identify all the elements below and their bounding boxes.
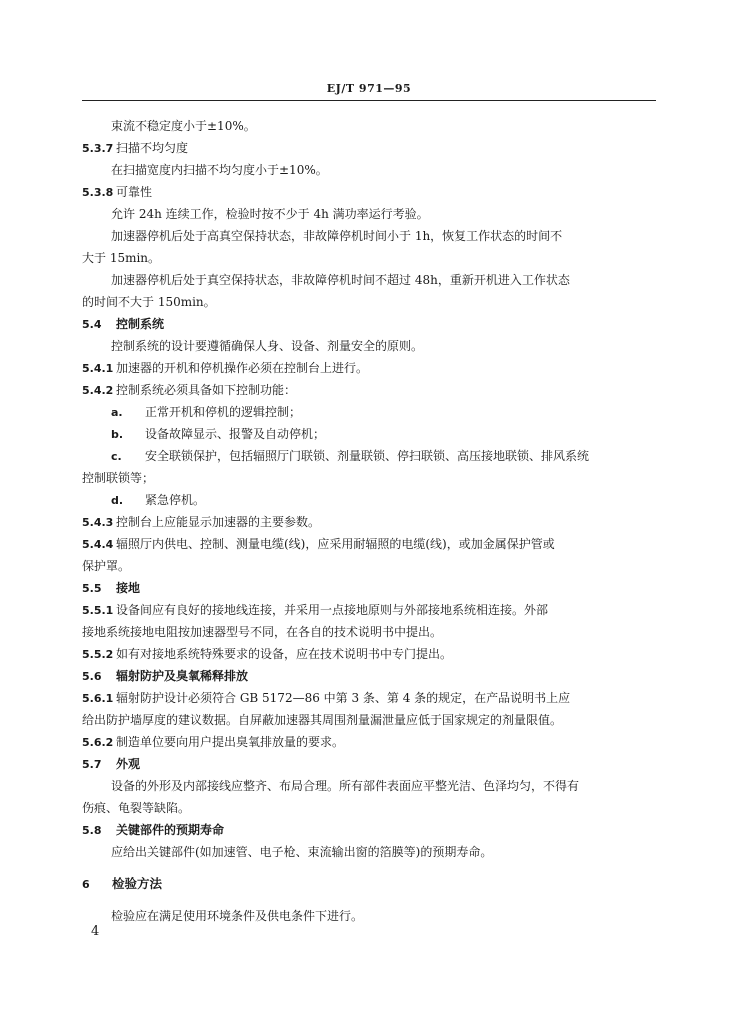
paragraph-line: 大于 15min。: [82, 251, 161, 265]
paragraph-line: 接地系统接地电阻按加速器型号不同，在各自的技术说明书中提出。: [82, 625, 443, 639]
clause-title: 可靠性: [116, 185, 153, 199]
document-body: [82, 115, 660, 927]
clause-number: 5.5.2: [82, 648, 114, 661]
section-title: 控制系统: [116, 317, 165, 331]
section-number: 5.7: [82, 758, 102, 771]
section-title: 辐射防护及臭氧稀释排放: [116, 669, 249, 683]
paragraph-line: 允许 24h 连续工作，检验时按不少于 4h 满功率运行考验。: [111, 207, 429, 221]
paragraph-line: 应给出关键部件(如加速管、电子枪、束流输出窗的箔膜等)的预期寿命。: [111, 845, 493, 859]
list-marker: a.: [111, 406, 123, 419]
clause-heading-5-3-8: [82, 181, 660, 203]
section-number: 5.8: [82, 824, 102, 837]
paragraph-line: 加速器停机后处于真空保持状态，非故障停机时间不超过 48h，重新开机进入工作状态: [111, 273, 570, 287]
section-number: 5.6: [82, 670, 102, 683]
section-heading-5-8: [82, 819, 660, 841]
section-heading-5-6: [82, 665, 660, 687]
section-title: 外观: [116, 757, 141, 771]
section-number: 5.4: [82, 318, 102, 331]
clause-number: 5.3.8: [82, 186, 114, 199]
paragraph-line: 伤痕、龟裂等缺陷。: [82, 801, 191, 815]
clause-number: 5.5.1: [82, 604, 114, 617]
header-divider: [82, 100, 656, 101]
chapter-number: 6: [82, 878, 90, 891]
clause-number: 5.4.3: [82, 516, 114, 529]
clause-title: 扫描不均匀度: [116, 141, 189, 155]
list-item-b: b. 设备故障显示、报警及自动停机；: [82, 423, 660, 445]
clause-5-4-4: 5.4.4 辐照厅内供电、控制、测量电缆(线)，应采用耐辐照的电缆(线)，或加金属保护管或: [82, 533, 660, 555]
clause-5-4-3: 5.4.3 控制台上应能显示加速器的主要参数。: [82, 511, 660, 533]
paragraph-line: 控制联锁等；: [82, 471, 155, 485]
paragraph-line: 给出防护墙厚度的建议数据。自屏蔽加速器其周围剂量漏泄量应低于国家规定的剂量限值。: [82, 713, 563, 727]
standard-code-header: EJ/T 971—95: [326, 82, 412, 95]
list-marker: b.: [111, 428, 124, 441]
section-heading-5-4: [82, 313, 660, 335]
paragraph-line: 的时间不大于 150min。: [82, 295, 216, 309]
clause-number: 5.6.2: [82, 736, 114, 749]
clause-number: 5.6.1: [82, 692, 114, 705]
list-item-d: d. 紧急停机。: [82, 489, 660, 511]
clause-5-6-1: 5.6.1 辐射防护设计必须符合 GB 5172—86 中第 3 条、第 4 条的规定，在产品说明书上应: [82, 687, 660, 709]
clause-5-4-2: 5.4.2 控制系统必须具备如下控制功能：: [82, 379, 660, 401]
paragraph-line: 检验应在满足使用环境条件及供电条件下进行。: [111, 909, 364, 923]
section-heading-5-7: [82, 753, 660, 775]
section-title: 接地: [116, 581, 141, 595]
paragraph-line: 设备的外形及内部接线应整齐、布局合理。所有部件表面应平整光洁、色泽均匀，不得有: [111, 779, 580, 793]
page-number: 4: [91, 924, 100, 939]
list-item-c: c. 安全联锁保护，包括辐照厅门联锁、剂量联锁、停扫联锁、高压接地联锁、排风系统: [82, 445, 660, 467]
paragraph-line: 加速器停机后处于高真空保持状态，非故障停机时间小于 1h，恢复工作状态的时间不: [111, 229, 563, 243]
clause-5-5-1: 5.5.1 设备间应有良好的接地线连接，并采用一点接地原则与外部接地系统相连接。外部: [82, 599, 660, 621]
clause-number: 5.4.2: [82, 384, 114, 397]
paragraph-line: 在扫描宽度内扫描不均匀度小于±10%。: [111, 163, 328, 177]
clause-5-4-1: 5.4.1 加速器的开机和停机操作必须在控制台上进行。: [82, 357, 660, 379]
paragraph-line: 束流不稳定度小于±10%。: [111, 119, 256, 133]
list-marker: d.: [111, 494, 124, 507]
clause-number: 5.3.7: [82, 142, 114, 155]
clause-heading-5-3-7: [82, 137, 660, 159]
section-title: 关键部件的预期寿命: [116, 823, 225, 837]
section-heading-5-5: [82, 577, 660, 599]
clause-5-6-2: 5.6.2 制造单位要向用户提出臭氧排放量的要求。: [82, 731, 660, 753]
chapter-heading-6: [82, 873, 660, 895]
spacer: [82, 863, 660, 873]
list-marker: c.: [111, 450, 122, 463]
spacer: [82, 895, 660, 905]
clause-number: 5.4.4: [82, 538, 114, 551]
paragraph-line: 保护罩。: [82, 559, 131, 573]
paragraph-line: 控制系统的设计要遵循确保人身、设备、剂量安全的原则。: [111, 339, 424, 353]
list-item-a: a. 正常开机和停机的逻辑控制；: [82, 401, 660, 423]
clause-5-5-2: 5.5.2 如有对接地系统特殊要求的设备，应在技术说明书中专门提出。: [82, 643, 660, 665]
chapter-title: 检验方法: [112, 876, 163, 891]
clause-number: 5.4.1: [82, 362, 114, 375]
section-number: 5.5: [82, 582, 102, 595]
